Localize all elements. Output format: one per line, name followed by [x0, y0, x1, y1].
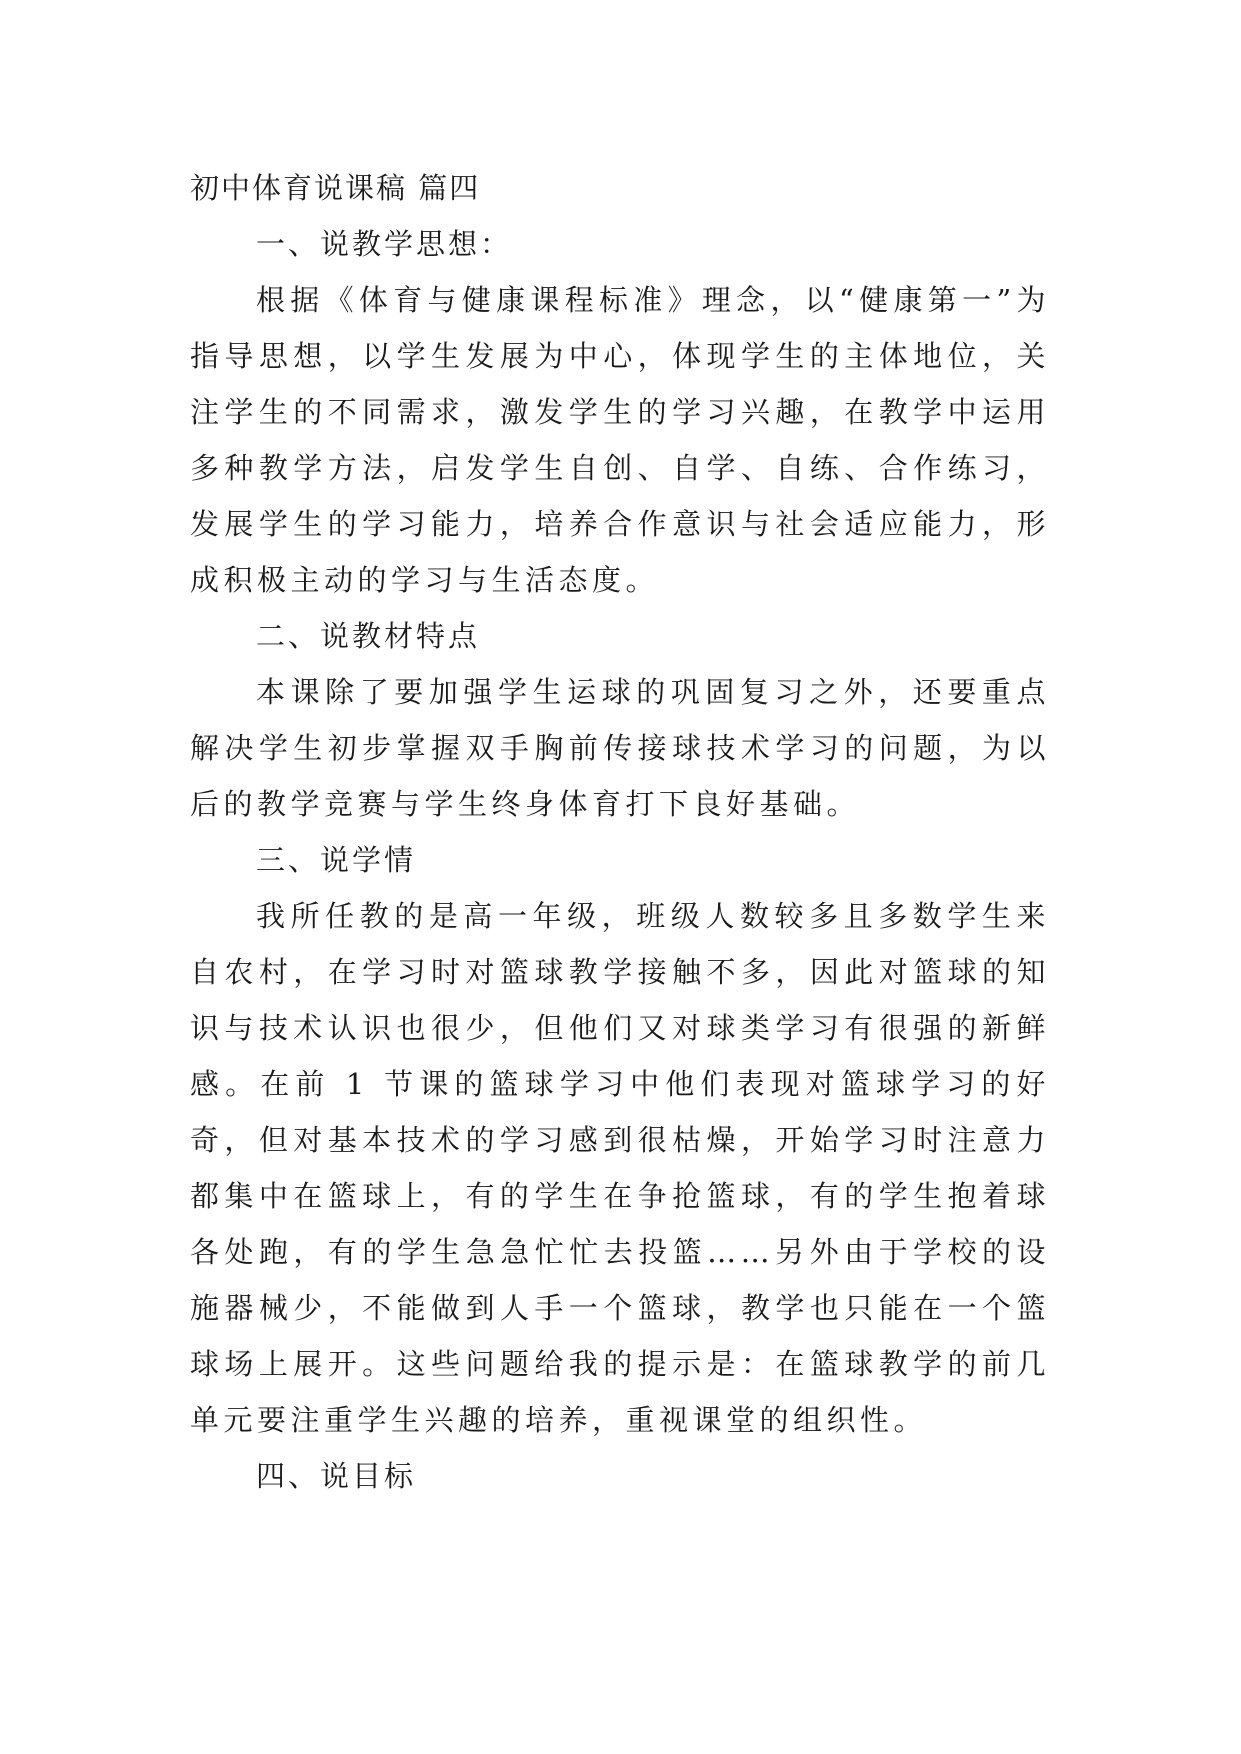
paragraph-teaching-philosophy: 根据《体育与健康课程标准》理念，以“健康第一”为指导思想，以学生发展为中心，体现学生的主体地位，关注学生的不同需求，激发学生的学习兴趣，在教学中运用多种教学方法，启发学生自创、自学、自练、合作练习，发展学生的学习能力，培养合作意识与社会适应能力，形成积极主动的学习与生活态度。 [190, 283, 1050, 597]
section-heading-teaching-philosophy: 一、说教学思想： [256, 227, 513, 261]
paragraph-student-analysis: 我所任教的是高一年级，班级人数较多且多数学生来自农村，在学习时对篮球教学接触不多，因此对篮球的知识与技术认识也很少，但他们又对球类学习有很强的新鲜感。在前 1 节课的篮球学习中他们表现对篮球学习的好奇，但对基本技术的学习感到很枯燥，开始学习时注意力都集中在篮球上，有的学生在争抢篮球，有的学生抱着球各处跑，有的学生急急忙忙去投篮……另外由于学校的设施器械少，不能做到人手一个篮球，教学也只能在一个篮球场上展开。这些问题给我的提示是：在篮球教学的前几单元要注重学生兴趣的培养，重视课堂的组织性。 [190, 899, 1050, 1437]
section-heading-textbook-features: 二、说教材特点 [256, 619, 481, 653]
paragraph-textbook-features: 本课除了要加强学生运球的巩固复习之外，还要重点解决学生初步掌握双手胸前传接球技术学习的问题，为以后的教学竞赛与学生终身体育打下良好基础。 [190, 675, 1050, 821]
section-heading-objectives: 四、说目标 [256, 1459, 417, 1493]
document-body [190, 160, 1050, 1504]
section-heading-student-analysis: 三、说学情 [256, 843, 417, 877]
document-title: 初中体育说课稿 篇四 [190, 171, 481, 205]
